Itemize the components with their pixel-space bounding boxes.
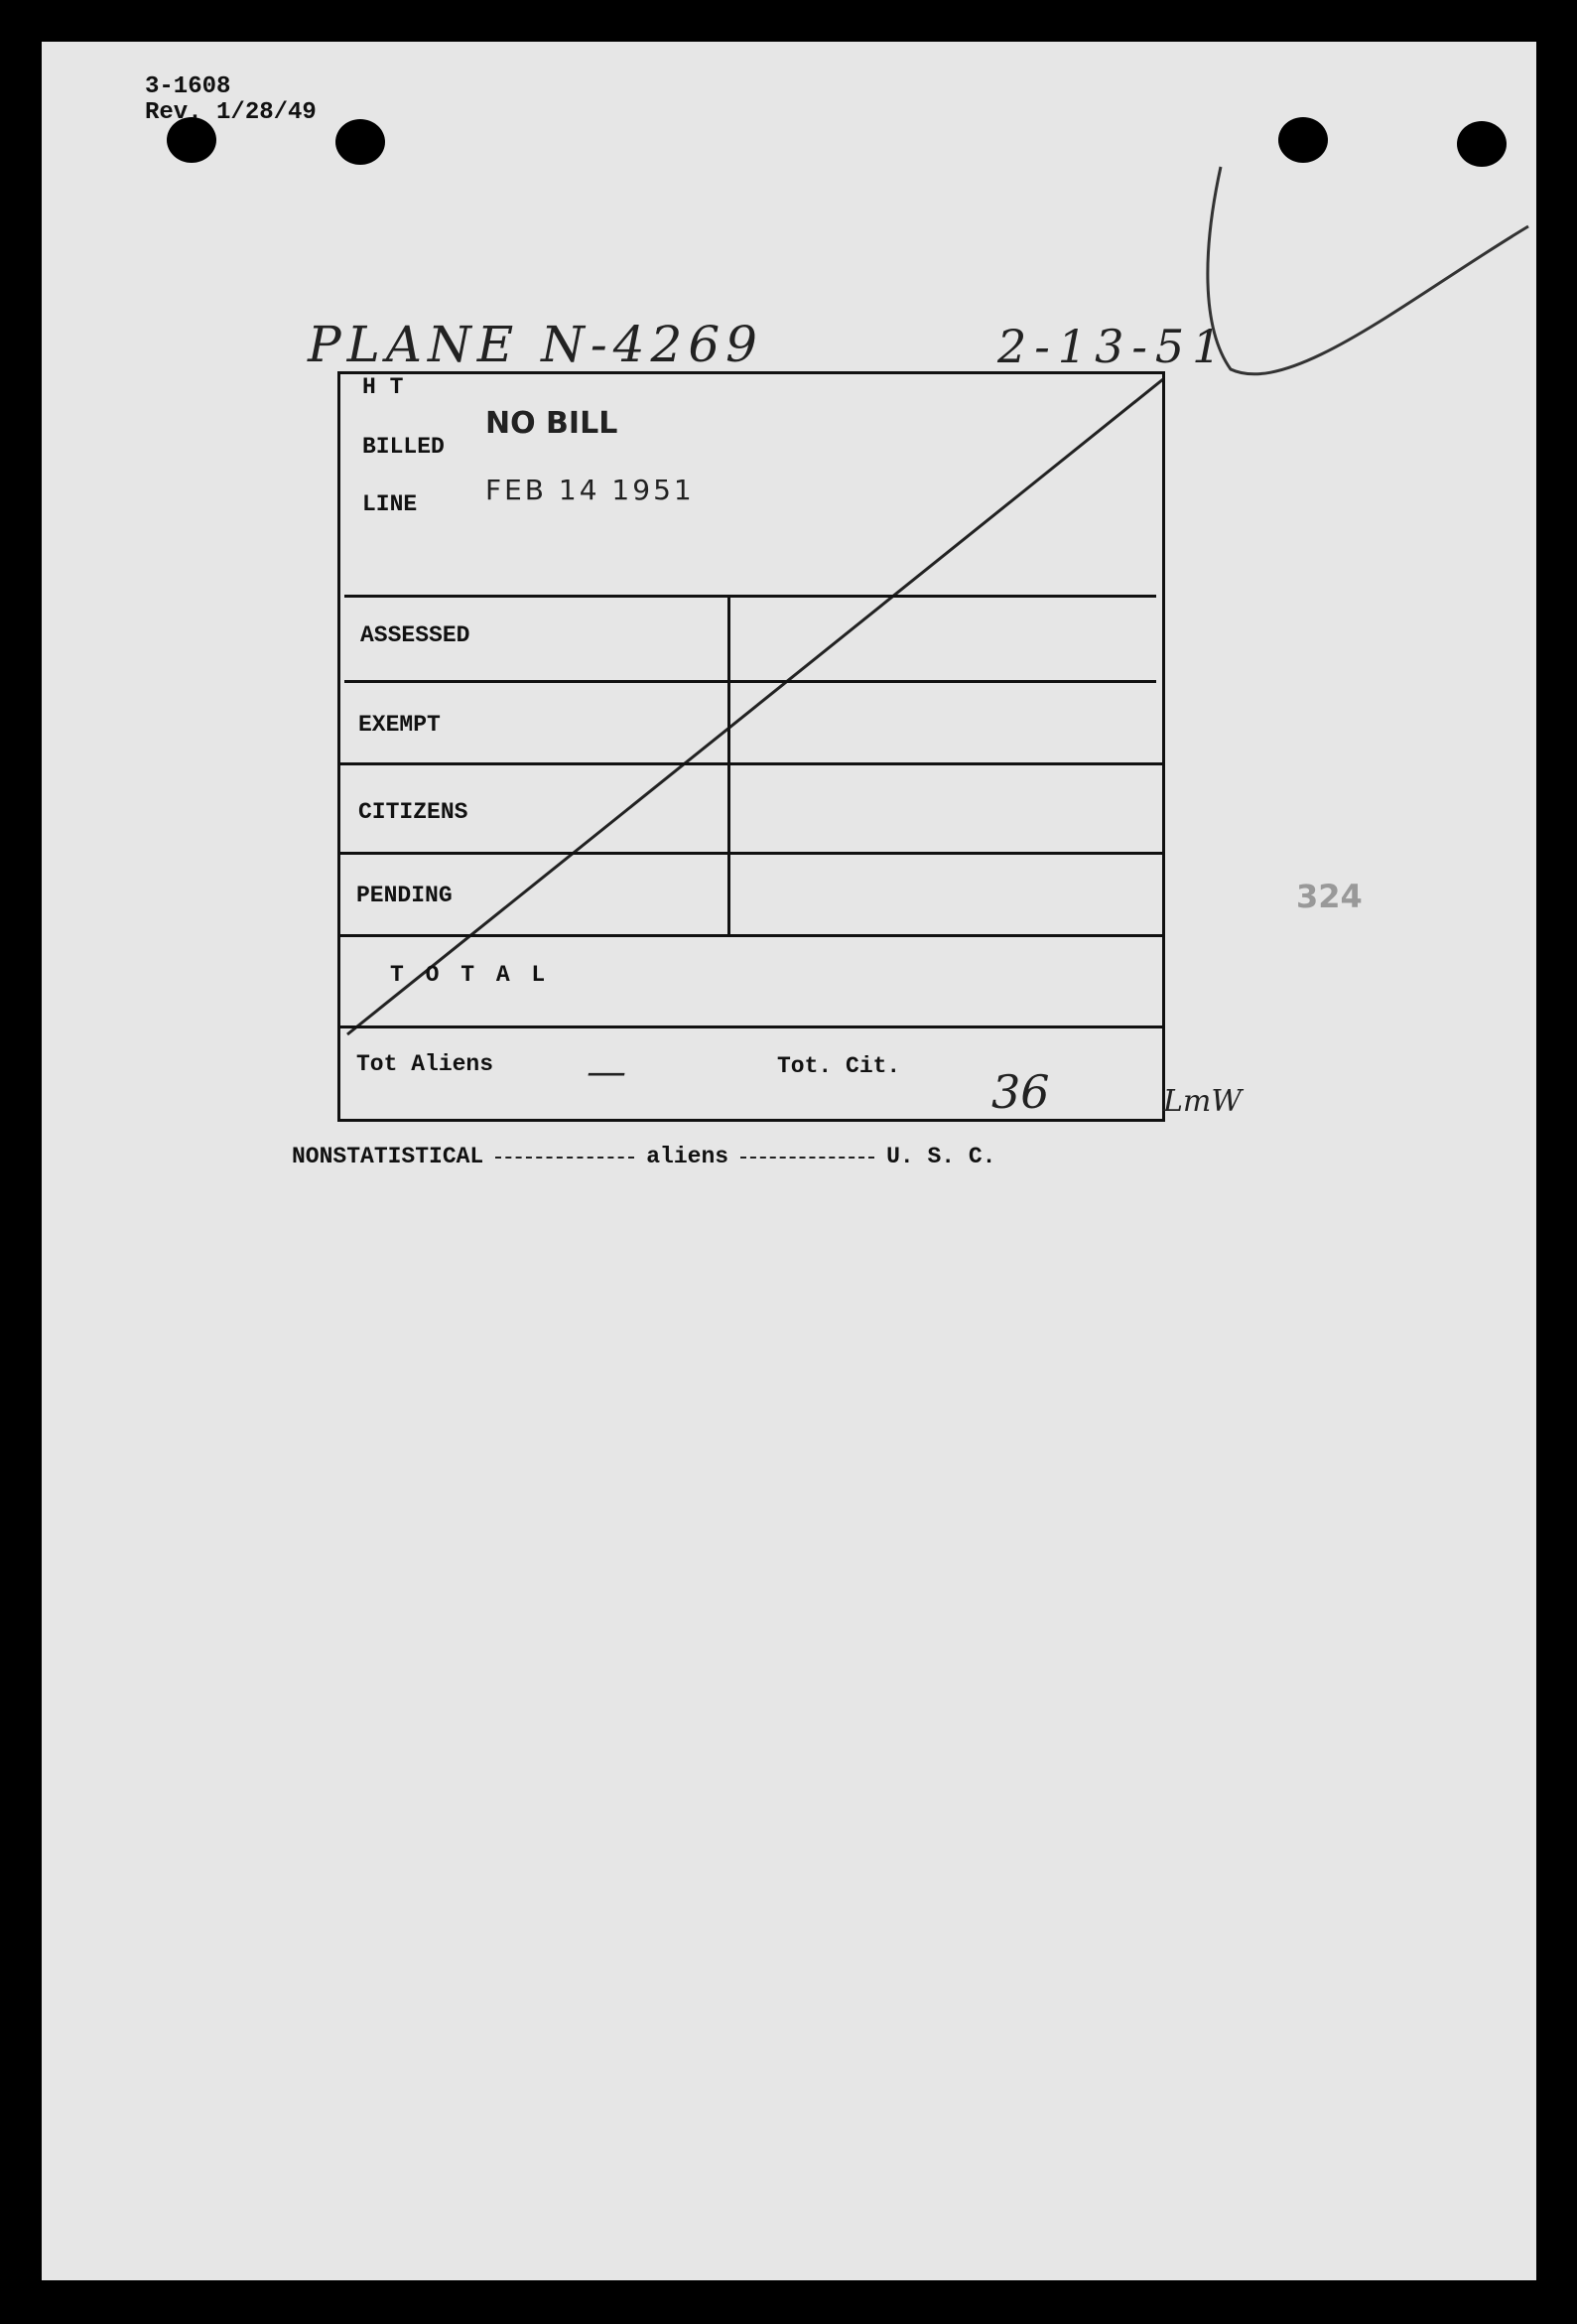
- tot-aliens-label: Tot Aliens: [356, 1051, 494, 1077]
- row-exempt: EXEMPT: [358, 712, 441, 738]
- form-number: 3-1608: [145, 73, 231, 100]
- divider: [344, 595, 1156, 598]
- tot-cit-label: Tot. Cit.: [777, 1053, 901, 1079]
- nonstatistical-line: [292, 1144, 995, 1169]
- date-stamp: FEB 14 1951: [485, 474, 695, 506]
- initials-handwritten: LmW: [1163, 1084, 1243, 1119]
- divider: [340, 852, 1164, 855]
- blank-field: [495, 1157, 634, 1159]
- total-label: T O T A L: [390, 962, 550, 988]
- revision-date: Rev. 1/28/49: [145, 99, 317, 126]
- divider: [344, 680, 1156, 683]
- divider: [340, 934, 1164, 937]
- nonstatistical-label: NONSTATISTICAL: [292, 1144, 484, 1169]
- date-handwritten: 2-13-51: [997, 320, 1230, 373]
- vessel-handwritten: PLANE N-4269: [308, 316, 763, 373]
- line-label: LINE: [362, 491, 418, 517]
- check-mark-stroke: [1208, 167, 1528, 374]
- row-pending: PENDING: [356, 883, 453, 908]
- billed-label: BILLED: [362, 434, 445, 460]
- tot-aliens-value: —: [587, 1049, 626, 1095]
- row-citizens: CITIZENS: [358, 799, 468, 825]
- row-assessed: ASSESSED: [360, 622, 470, 648]
- ht-label: H T: [362, 374, 404, 400]
- column-divider: [727, 595, 730, 934]
- usc-label: U. S. C.: [886, 1144, 996, 1169]
- tally-form: [337, 371, 1165, 1122]
- tot-cit-value: 36: [991, 1065, 1050, 1119]
- aliens-label: aliens: [646, 1144, 729, 1169]
- divider: [340, 1025, 1164, 1028]
- divider: [340, 762, 1164, 765]
- blank-field: [740, 1157, 874, 1159]
- no-bill-stamp: NO BILL: [485, 406, 618, 441]
- page-number-stamp: 324: [1296, 878, 1363, 915]
